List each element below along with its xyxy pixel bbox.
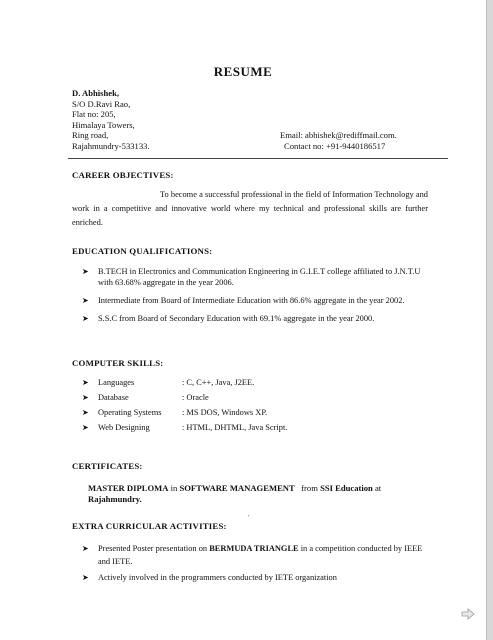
phone-text: Contact no: +91-9440186517	[284, 140, 386, 151]
contact-block	[280, 130, 397, 151]
list-item: ➤ Presented Poster presentation on BERMUDA TRIANGLE in a competition conducted by IEEE and IETE.	[82, 544, 423, 566]
arrow-bullet-icon: ➤	[82, 573, 89, 582]
arrow-bullet-icon: ➤	[82, 393, 89, 402]
certificates-heading: CERTIFICATES:	[72, 461, 143, 471]
next-page-arrow-icon[interactable]	[461, 608, 475, 620]
list-item: ➤ Database : Oracle	[82, 393, 209, 402]
arrow-bullet-icon: ➤	[82, 544, 89, 553]
list-item: ➤ B.TECH in Electronics and Communication Engineering in G.I.E.T college affiliated to J.N.T.U with 63.68% aggregate in the year 2006.	[82, 267, 421, 287]
list-item: ➤ Operating Systems : MS DOS, Windows XP.	[82, 408, 268, 417]
extra-heading: EXTRA CURRICULAR ACTIVITIES:	[72, 521, 227, 531]
education-list	[82, 266, 428, 331]
address-line: S/O D.Ravi Rao,	[72, 98, 131, 109]
address-line: Flat no: 205,	[72, 109, 116, 119]
address-line: Ring road,	[72, 130, 109, 140]
career-text: To become a successful professional in the field of Information Technology and work in a competitive and innovative world where my technical and professional skills are further enriched.	[72, 190, 428, 227]
arrow-bullet-icon: ➤	[82, 423, 89, 432]
arrow-bullet-icon: ➤	[82, 296, 89, 305]
list-item: ➤ Languages : C, C++, Java, J2EE.	[82, 378, 255, 387]
arrow-bullet-icon: ➤	[82, 267, 89, 276]
header-divider	[68, 158, 448, 159]
career-heading: CAREER OBJECTIVES:	[72, 170, 174, 180]
stray-mark: '	[248, 515, 250, 521]
address-block	[72, 88, 150, 151]
arrow-bullet-icon: ➤	[82, 378, 89, 387]
education-heading: EDUCATION QUALIFICATIONS:	[72, 246, 213, 256]
extra-list	[82, 542, 428, 587]
scrollbar-track[interactable]	[487, 0, 493, 640]
arrow-bullet-icon: ➤	[82, 408, 89, 417]
career-objective	[72, 188, 428, 230]
certificate-entry: MASTER DIPLOMA in SOFTWARE MANAGEMENT from SSI Education at Rajahmundry.	[88, 483, 382, 504]
skills-heading: COMPUTER SKILLS:	[72, 358, 164, 368]
list-item: ➤ Web Designing : HTML, DHTML, Java Script.	[82, 423, 288, 432]
skills-list	[82, 378, 287, 438]
applicant-name: D. Abhishek,	[72, 88, 120, 98]
list-item: ➤ S.S.C from Board of Secondary Education with 69.1% aggregate in the year 2000.	[82, 314, 375, 323]
arrow-bullet-icon: ➤	[82, 314, 89, 323]
email-text: Email: abhishek@rediffmail.com.	[280, 130, 397, 140]
address-line: Himalaya Towers,	[72, 119, 135, 130]
address-line: Rajahmundry-533133.	[72, 140, 150, 151]
list-item: ➤ Intermediate from Board of Intermediate Education with 86.6% aggregate in the year 2002.	[82, 296, 405, 305]
page-title: RESUME	[213, 64, 273, 79]
list-item: ➤ Actively involved in the programmers conducted by IETE organization	[82, 573, 337, 582]
